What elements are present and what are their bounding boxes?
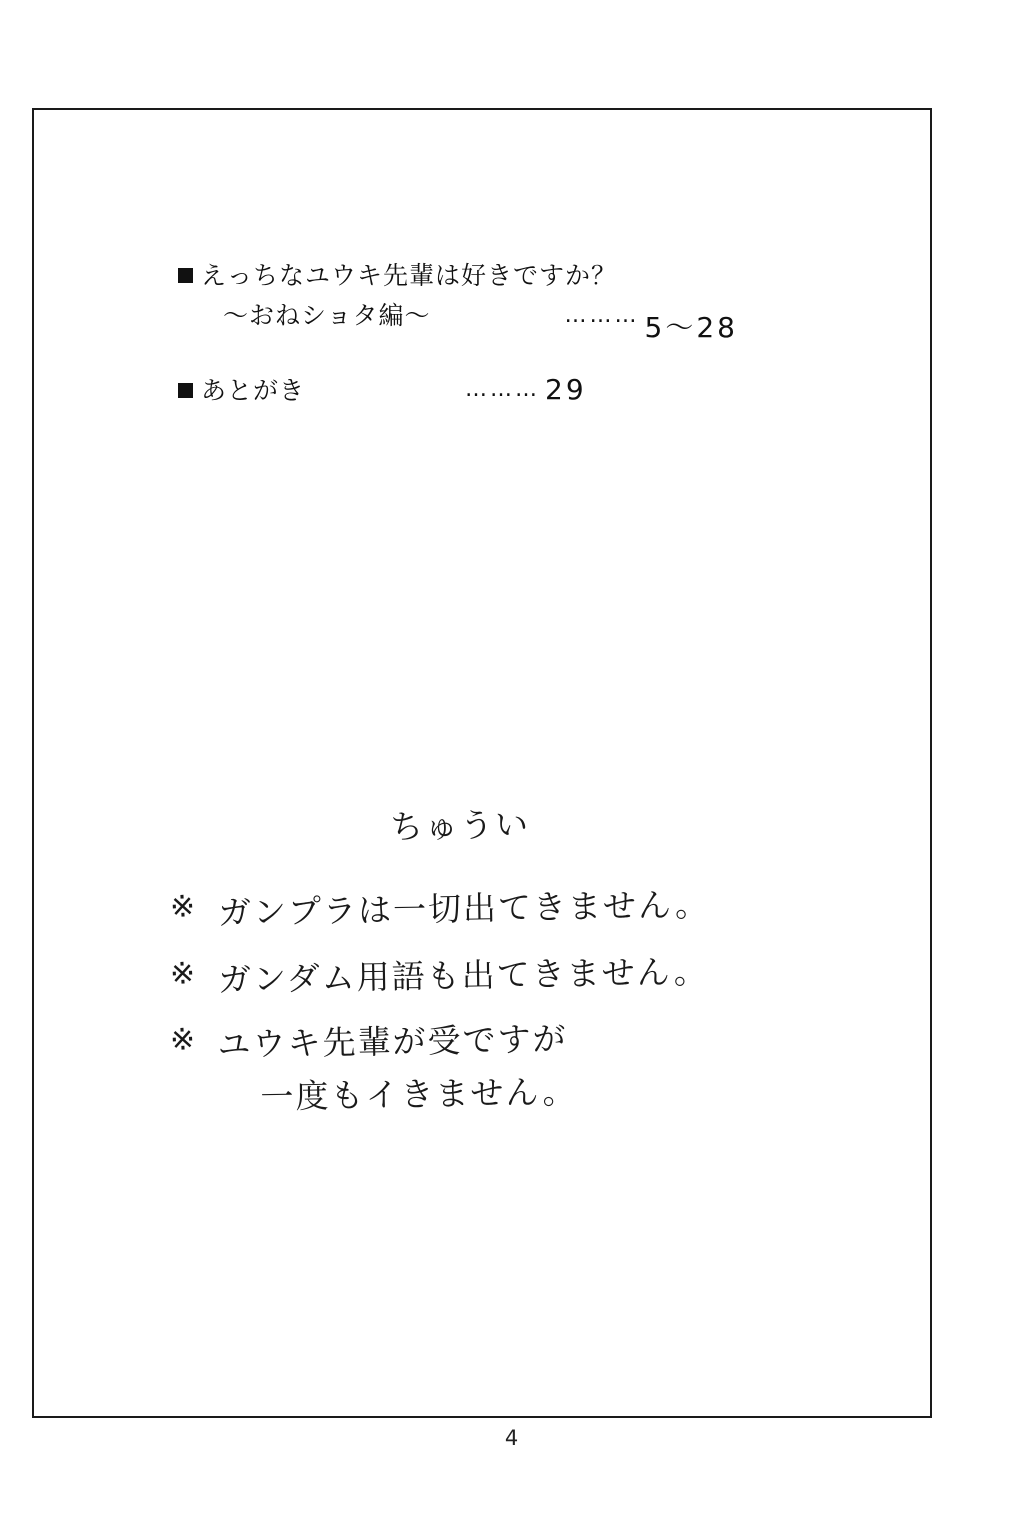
- notice-item-text-line1: ユウキ先輩が受ですが: [217, 1019, 568, 1065]
- notice-section: [170, 800, 870, 1139]
- notice-item: [170, 1020, 870, 1117]
- toc-leader-dots: ………: [465, 376, 541, 402]
- filled-square-bullet-icon: [178, 383, 193, 398]
- filled-square-bullet-icon: [178, 268, 193, 283]
- reference-mark-icon: ※: [169, 888, 199, 926]
- toc-entry: [178, 258, 798, 346]
- notice-item-text: ガンプラは一切出てきません。: [217, 884, 711, 933]
- notice-item: [169, 951, 870, 999]
- toc-entry: [178, 370, 798, 410]
- notice-item-text: ガンダム用語も出てきません。: [217, 951, 709, 999]
- notice-item-text-line2: 一度もイきません。: [260, 1071, 578, 1117]
- toc-leader-dots: ………: [564, 302, 640, 328]
- reference-mark-icon: ※: [169, 955, 199, 992]
- reference-mark-icon: ※: [169, 1021, 199, 1059]
- notice-item: [169, 884, 870, 933]
- toc-entry-title: あとがき: [201, 375, 306, 405]
- page-number: 4: [504, 1426, 520, 1450]
- table-of-contents: [178, 258, 798, 419]
- toc-entry-title: えっちなユウキ先輩は好きですか？: [201, 261, 618, 290]
- notice-item-text-block: [217, 1017, 578, 1120]
- toc-entry-subtitle: 〜おねショタ編〜: [223, 300, 431, 330]
- toc-entry-pages: 5〜28: [644, 310, 738, 344]
- toc-entry-pages: 29: [545, 372, 587, 406]
- notice-heading: ちゅうい: [389, 804, 531, 847]
